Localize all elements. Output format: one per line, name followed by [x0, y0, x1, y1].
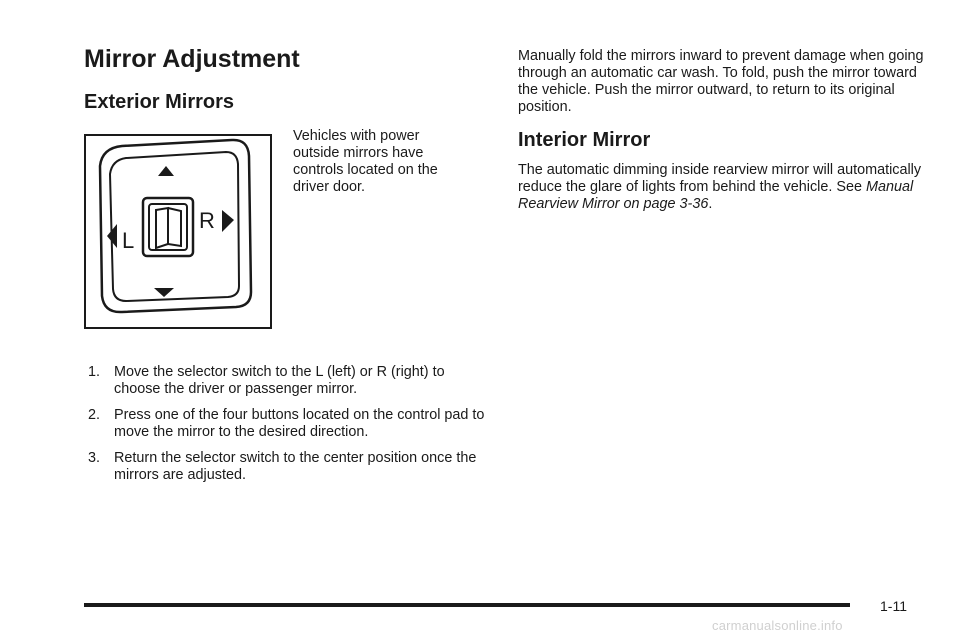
watermark: carmanualsonline.info — [712, 618, 843, 633]
right-mirror-label: R — [199, 208, 215, 233]
fold-mirror-paragraph: Manually fold the mirrors inward to prevent damage when going through an automatic car wash. To fold, push the mirror toward the vehicle. Push the mirror outward, to return to its original position. — [518, 48, 924, 115]
left-mirror-label: L — [122, 228, 135, 253]
control-pad-inner — [110, 152, 239, 301]
footer-rule — [84, 603, 850, 607]
list-item: 2. Press one of the four buttons located on the control pad to move the mirror to the desired direction. — [88, 407, 485, 440]
arrow-down-icon — [154, 288, 174, 297]
cross-reference-link[interactable]: Manual Rearview Mirror on page 3-36 — [518, 179, 914, 212]
instruction-steps — [84, 364, 494, 484]
section-heading-interior-mirror: Interior Mirror — [518, 129, 651, 151]
arrow-up-icon — [158, 166, 174, 176]
right-column — [518, 48, 928, 213]
arrow-right-icon — [222, 210, 234, 232]
section-heading-exterior-mirrors: Exterior Mirrors — [84, 91, 235, 113]
control-pad-outline — [100, 140, 251, 312]
list-item: 1. Move the selector switch to the L (left) or R (right) to choose the driver or passenger mirror. — [88, 364, 445, 397]
page-title: Mirror Adjustment — [84, 45, 300, 73]
list-item: 3. Return the selector switch to the center position once the mirrors are adjusted. — [88, 450, 477, 483]
mirror-control-illustration — [84, 134, 272, 329]
figure-row — [84, 128, 494, 356]
figure-caption-text: Vehicles with power outside mirrors have controls located on the driver door. — [293, 128, 438, 195]
mirror-control-switch-icon — [86, 136, 270, 327]
left-column — [84, 42, 494, 493]
page-number: 1-11 — [880, 598, 907, 614]
interior-mirror-paragraph: The automatic dimming inside rearview mirror will automatically reduce the glare of lights from behind the vehicle. See Manual Rearview Mirror on page 3-36. — [518, 162, 922, 212]
